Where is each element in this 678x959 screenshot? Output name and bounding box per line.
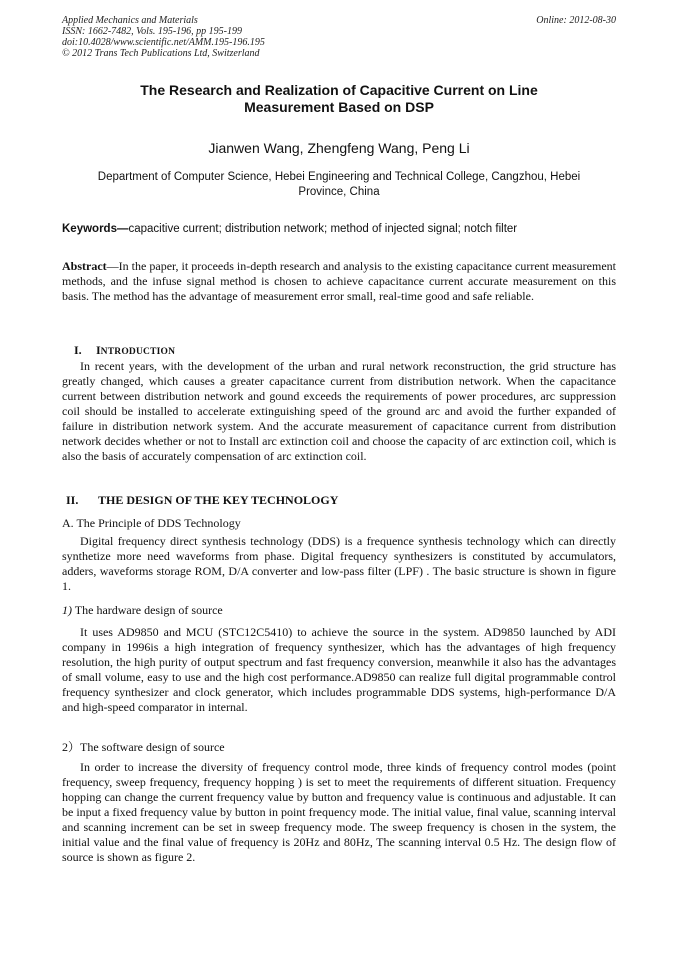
- journal-doi: doi:10.4028/www.scientific.net/AMM.195-196.195: [62, 37, 265, 48]
- intro-paragraph: In recent years, with the development of the urban and rural network reconstruction, the grid structure has greatly changed, which causes a greater capacitance current from distribution network. When the capacitance current between distribution network and gound exceeds the requirements of power procedures, arc suppression coil should be installed to accelerate extinguishing speed of the ground arc and avoid the further expanded of failure in distribution network system. And the accurate measurement of capacitance current from distribution network decides whether or not to Install arc extinction coil and choose the capacity of arc extinction coil, which is also the basis of accurately compensation of arc extinction coil.: [62, 359, 616, 463]
- abstract-label: Abstract: [62, 259, 107, 273]
- section-heading-introduction: [74, 343, 175, 358]
- keywords: [62, 222, 616, 236]
- section-title-rest: NTRODUCTION: [100, 347, 176, 357]
- affiliation-line-1: Department of Computer Science, Hebei Engineering and Technical College, Cangzhou, Hebei: [97, 171, 581, 183]
- affiliation-line-2: Province, China: [298, 186, 380, 198]
- keywords-text: capacitive current; distribution network; method of injected signal; notch filter: [128, 223, 518, 235]
- paper-authors: Jianwen Wang, Zhengfeng Wang, Peng Li: [208, 140, 470, 156]
- abstract-text: —In the paper, it proceeds in-depth research and analysis to the existing capacitance current measurement methods, and the infuse signal method is chosen to achieve capacitance current accurate measurement on this basis. The method has the advantage of measurement error small, real-time good and safe reliable.: [62, 259, 616, 303]
- section-heading-design: [66, 493, 338, 508]
- section-title-initial: I: [96, 343, 101, 357]
- section-number: I.: [74, 343, 82, 357]
- title-line-2: Measurement Based on DSP: [244, 99, 434, 115]
- abstract: [62, 259, 616, 304]
- hardware-paragraph: It uses AD9850 and MCU (STC12C5410) to achieve the source in the system. AD9850 launched by ADI company in 1996is a high integration of frequency synthesizer, which has the advantages of high frequency resolution, the high purity of output spectrum and fast frequency conversion, meanwhile it also has the advantages of small volume, easy to use and the high cost performance.AD9850 can realize full digital programmable control frequency synthesizer and clock generator, which includes programmable DDS systems, high-performance D/A and high-speed comparator in internal.: [62, 625, 616, 714]
- paper-affiliation: [62, 170, 616, 200]
- paper-title: [62, 82, 616, 116]
- subsection-number: 1): [62, 603, 72, 617]
- journal-copyright: © 2012 Trans Tech Publications Ltd, Switzerland: [62, 48, 260, 59]
- software-paragraph: In order to increase the diversity of frequency control mode, three kinds of frequency control modes (point frequency, sweep frequency, frequency hopping ) is set to meet the requirements of different situation. Frequency hopping can change the current frequency value by button and frequency value is continuous and adjustable. It can be input a fixed frequency value by button in point frequency mode. The initial value, final value, scanning interval and scanning increment can be set in sweep frequency mode. The sweep frequency is chosen in the system, the initial value and the final value of frequency is 20Hz and 80Hz, The scanning interval 0.5 Hz. The design flow of source is shown as figure 2.: [62, 760, 616, 864]
- subsection-hardware-heading: [62, 603, 223, 618]
- keywords-label: Keywords—: [62, 223, 129, 235]
- journal-name: Applied Mechanics and Materials: [62, 15, 198, 26]
- online-date: Online: 2012-08-30: [536, 15, 616, 26]
- section-number: II.: [66, 493, 79, 507]
- section-title: THE DESIGN OF THE KEY TECHNOLOGY: [98, 493, 339, 507]
- title-line-1: The Research and Realization of Capacitive Current on Line: [140, 82, 538, 98]
- subsection-software-heading: 2）The software design of source: [62, 740, 225, 754]
- subsection-dds-heading: A. The Principle of DDS Technology: [62, 516, 241, 530]
- subsection-title: The hardware design of source: [72, 603, 223, 617]
- journal-issn: ISSN: 1662-7482, Vols. 195-196, pp 195-199: [62, 26, 242, 37]
- dds-paragraph: Digital frequency direct synthesis technology (DDS) is a frequence synthesis technology which can directly synthetize more need waveforms from phase. Digital frequency synthesizers is constituted by accumulators, adders, waveforms storage ROM, D/A converter and low-pass filter (LPF) . The basic structure is shown in figure 1.: [62, 534, 616, 593]
- journal-header: [62, 15, 265, 59]
